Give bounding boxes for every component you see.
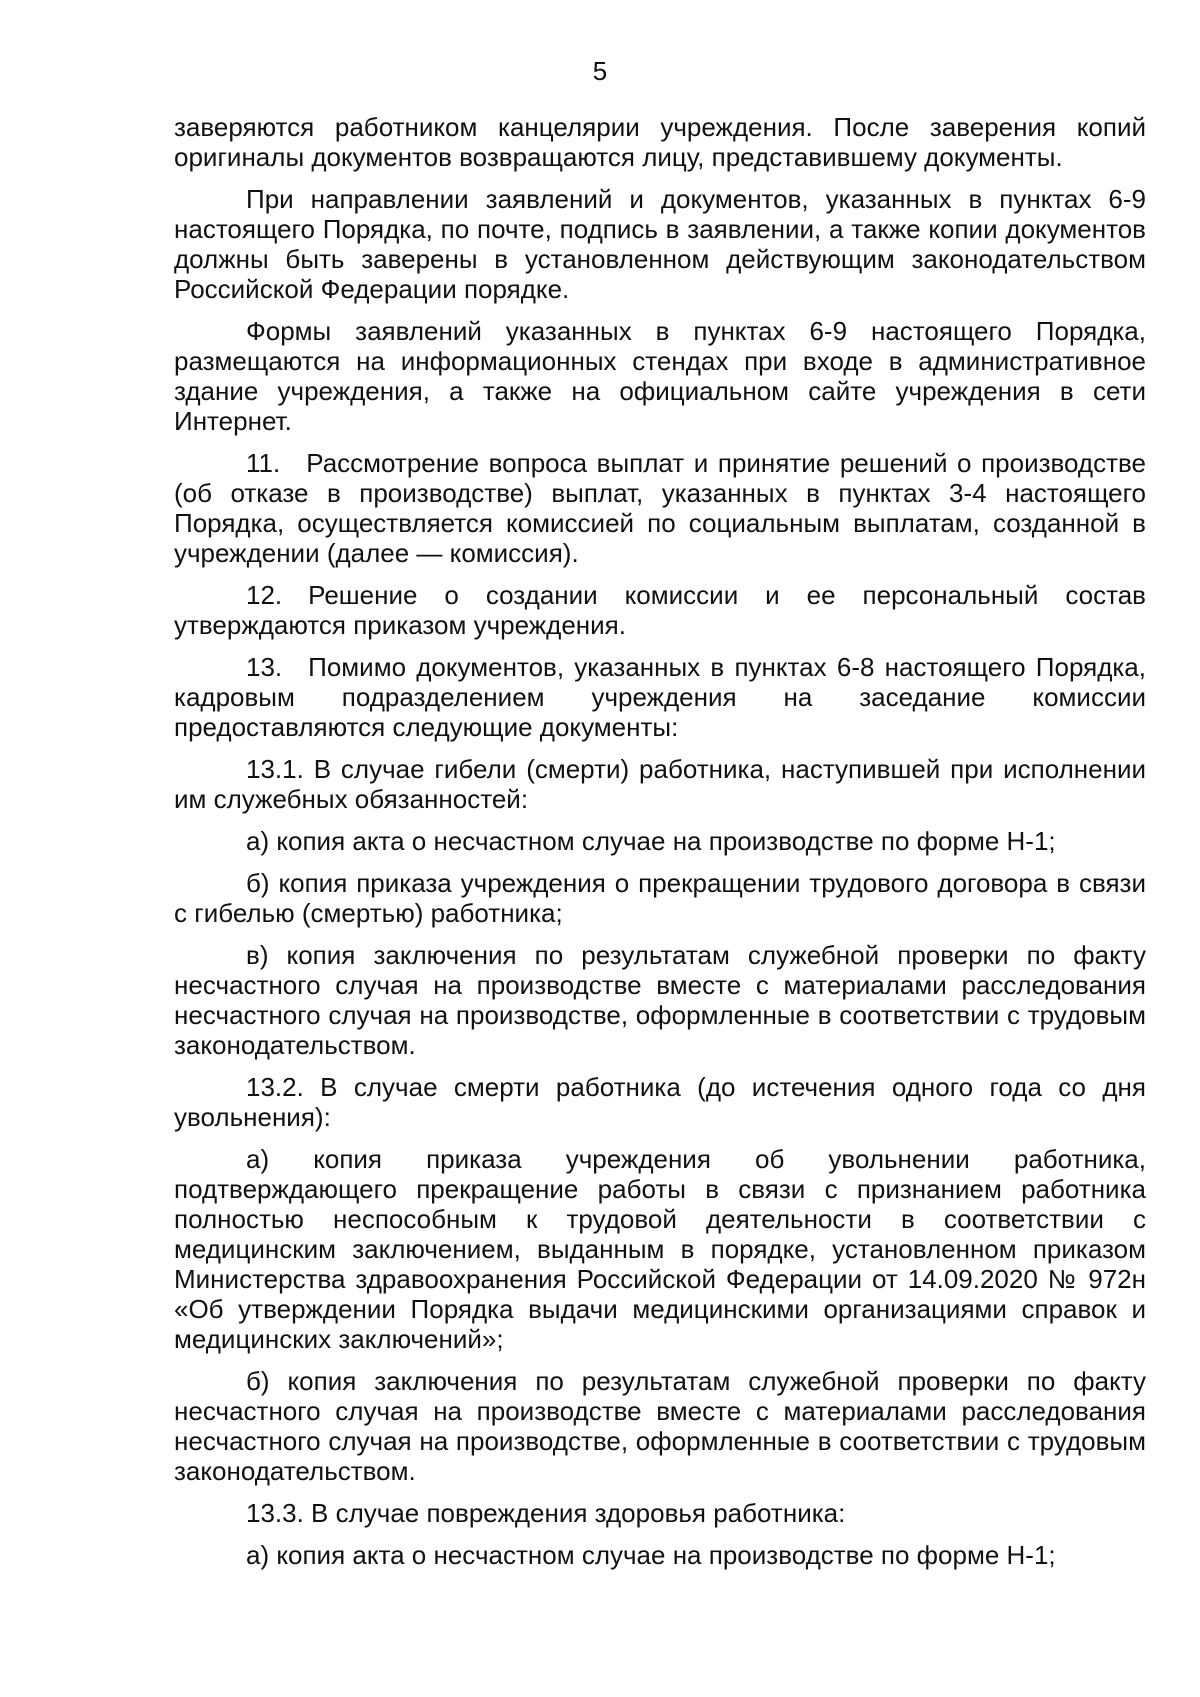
paragraph-item-13-3: 13.3. В случае повреждения здоровья работника: bbox=[246, 1498, 846, 1528]
paragraph-continuation: заверяются работником канцелярии учреждения. После заверения копий оригиналы документов возвращаются лицу, представившему документы. bbox=[174, 112, 1146, 172]
paragraph-application-forms: Формы заявлений указанных в пунктах 6-9 настоящего Порядка, размещаются на информационных стендах при входе в административное здание учреждения, а также на официальном сайте учреждения в сети Интернет. bbox=[174, 316, 1146, 436]
document-body bbox=[174, 112, 1146, 1582]
paragraph-item-13-3-a: а) копия акта о несчастном случае на производстве по форме Н-1; bbox=[246, 1540, 1056, 1570]
paragraph-item-13-1-a: а) копия акта о несчастном случае на производстве по форме Н-1; bbox=[246, 826, 1056, 856]
paragraph-item-13-1: 13.1. В случае гибели (смерти) работника, наступившей при исполнении им служебных обязанностей: bbox=[174, 754, 1146, 814]
paragraph-item-13-1-v: в) копия заключения по результатам служебной проверки по факту несчастного случая на производстве вместе с материалами расследования несчастного случая на производстве, оформленные в соответствии с трудовым законодательством. bbox=[174, 940, 1146, 1060]
paragraph-item-13-2-b: б) копия заключения по результатам служебной проверки по факту несчастного случая на производстве вместе с материалами расследования несчастного случая на производстве, оформленные в соответствии с трудовым законодательством. bbox=[174, 1366, 1146, 1486]
paragraph-item-13-2-a: а) копия приказа учреждения об увольнении работника, подтверждающего прекращение работы в связи с признанием работника полностью неспособным к трудовой деятельности в соответствии с медицинским заключением, выданным в порядке, установленном приказом Министерства здравоохранения Российской Федерации от 14.09.2020 № 972н «Об утверждении Порядка выдачи медицинскими организациями справок и медицинских заключений»; bbox=[174, 1144, 1146, 1354]
paragraph-item-13-2: 13.2. В случае смерти работника (до истечения одного года со дня увольнения): bbox=[174, 1072, 1146, 1132]
page-number: 5 bbox=[592, 56, 608, 86]
paragraph-item-13: 13. Помимо документов, указанных в пунктах 6-8 настоящего Порядка, кадровым подразделением учреждения на заседание комиссии предоставляются следующие документы: bbox=[174, 652, 1146, 742]
paragraph-item-12: 12. Решение о создании комиссии и ее персональный состав утверждаются приказом учреждения. bbox=[174, 580, 1146, 640]
paragraph-mail-submission: При направлении заявлений и документов, указанных в пунктах 6-9 настоящего Порядка, по почте, подпись в заявлении, а также копии документов должны быть заверены в установленном действующим законодательством Российской Федерации порядке. bbox=[174, 184, 1146, 304]
paragraph-item-13-1-b: б) копия приказа учреждения о прекращении трудового договора в связи с гибелью (смертью) работника; bbox=[174, 868, 1146, 928]
paragraph-item-11: 11. Рассмотрение вопроса выплат и принятие решений о производстве (об отказе в производстве) выплат, указанных в пунктах 3-4 настоящего Порядка, осуществляется комиссией по социальным выплатам, созданной в учреждении (далее — комиссия). bbox=[174, 448, 1146, 568]
